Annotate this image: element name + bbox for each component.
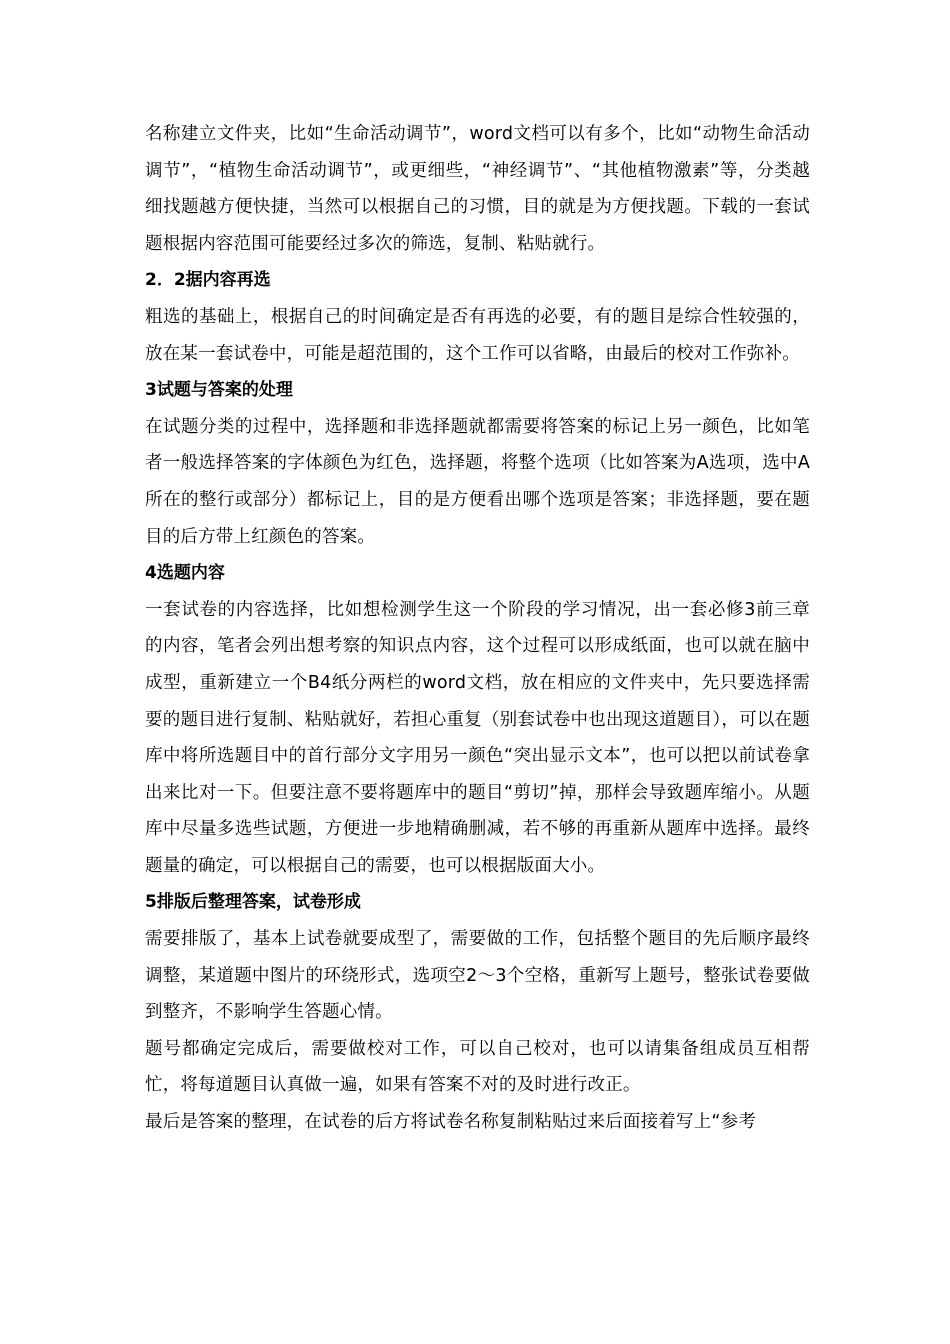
paragraph-answer-processing: 在试题分类的过程中，选择题和非选择题就都需要将答案的标记上另一颜色，比如笔者一般选择答案的字体颜色为红色，选择题，将整个选项（比如答案为A选项，选中A所在的整行或部分）都标记上，目的是方便看出哪个选项是答案；非选择题，要在题目的后方带上红颜色的答案。 — [145, 416, 810, 547]
heading-3-answer-processing: 3试题与答案的处理 — [145, 380, 293, 401]
paragraph-layout: 需要排版了，基本上试卷就要成型了，需要做的工作，包括整个题目的先后顺序最终调整，某道题中图片的环绕形式，选项空2～3个空格，重新写上题号，整张试卷要做到整齐，不影响学生答题心情。 — [145, 929, 810, 1023]
heading-4-content-selection: 4选题内容 — [145, 563, 225, 584]
paragraph-answer-organizing: 最后是答案的整理，在试卷的后方将试卷名称复制粘贴过来后面接着写上“参考 — [145, 1112, 757, 1133]
heading-2-2-reselect: 2．2据内容再选 — [145, 270, 271, 291]
heading-5-layout-answers: 5排版后整理答案，试卷形成 — [145, 892, 361, 913]
paragraph-reselect: 粗选的基础上，根据自己的时间确定是否有再选的必要，有的题目是综合性较强的，放在某一套试卷中，可能是超范围的，这个工作可以省略，由最后的校对工作弥补。 — [145, 306, 810, 364]
document-page — [145, 116, 810, 1141]
paragraph-content-selection: 一套试卷的内容选择，比如想检测学生这一个阶段的学习情况，出一套必修3前三章的内容，笔者会列出想考察的知识点内容，这个过程可以形成纸面，也可以就在脑中成型，重新建立一个B4纸分两栏的word文档，放在相应的文件夹中，先只要选择需要的题目进行复制、粘贴就好，若担心重复（别套试卷中也出现这道题目），可以在题库中将所选题目中的首行部分文字用另一颜色“突出显示文本”，也可以把以前试卷拿出来比对一下。但要注意不要将题库中的题目“剪切”掉，那样会导致题库缩小。从题库中尽量多选些试题，方便进一步地精确删减，若不够的再重新从题库中选择。最终题量的确定，可以根据自己的需要，也可以根据版面大小。 — [145, 599, 810, 876]
paragraph-folder-naming: 名称建立文件夹，比如“生命活动调节”，word文档可以有多个，比如“动物生命活动调节”，“植物生命活动调节”，或更细些，“神经调节”、“其他植物激素”等，分类越细找题越方便快捷，当然可以根据自己的习惯，目的就是为方便找题。下载的一套试题根据内容范围可能要经过多次的筛选，复制、粘贴就行。 — [145, 124, 810, 254]
paragraph-proofreading: 题号都确定完成后，需要做校对工作，可以自己校对，也可以请集备组成员互相帮忙，将每道题目认真做一遍，如果有答案不对的及时进行改正。 — [145, 1038, 810, 1096]
